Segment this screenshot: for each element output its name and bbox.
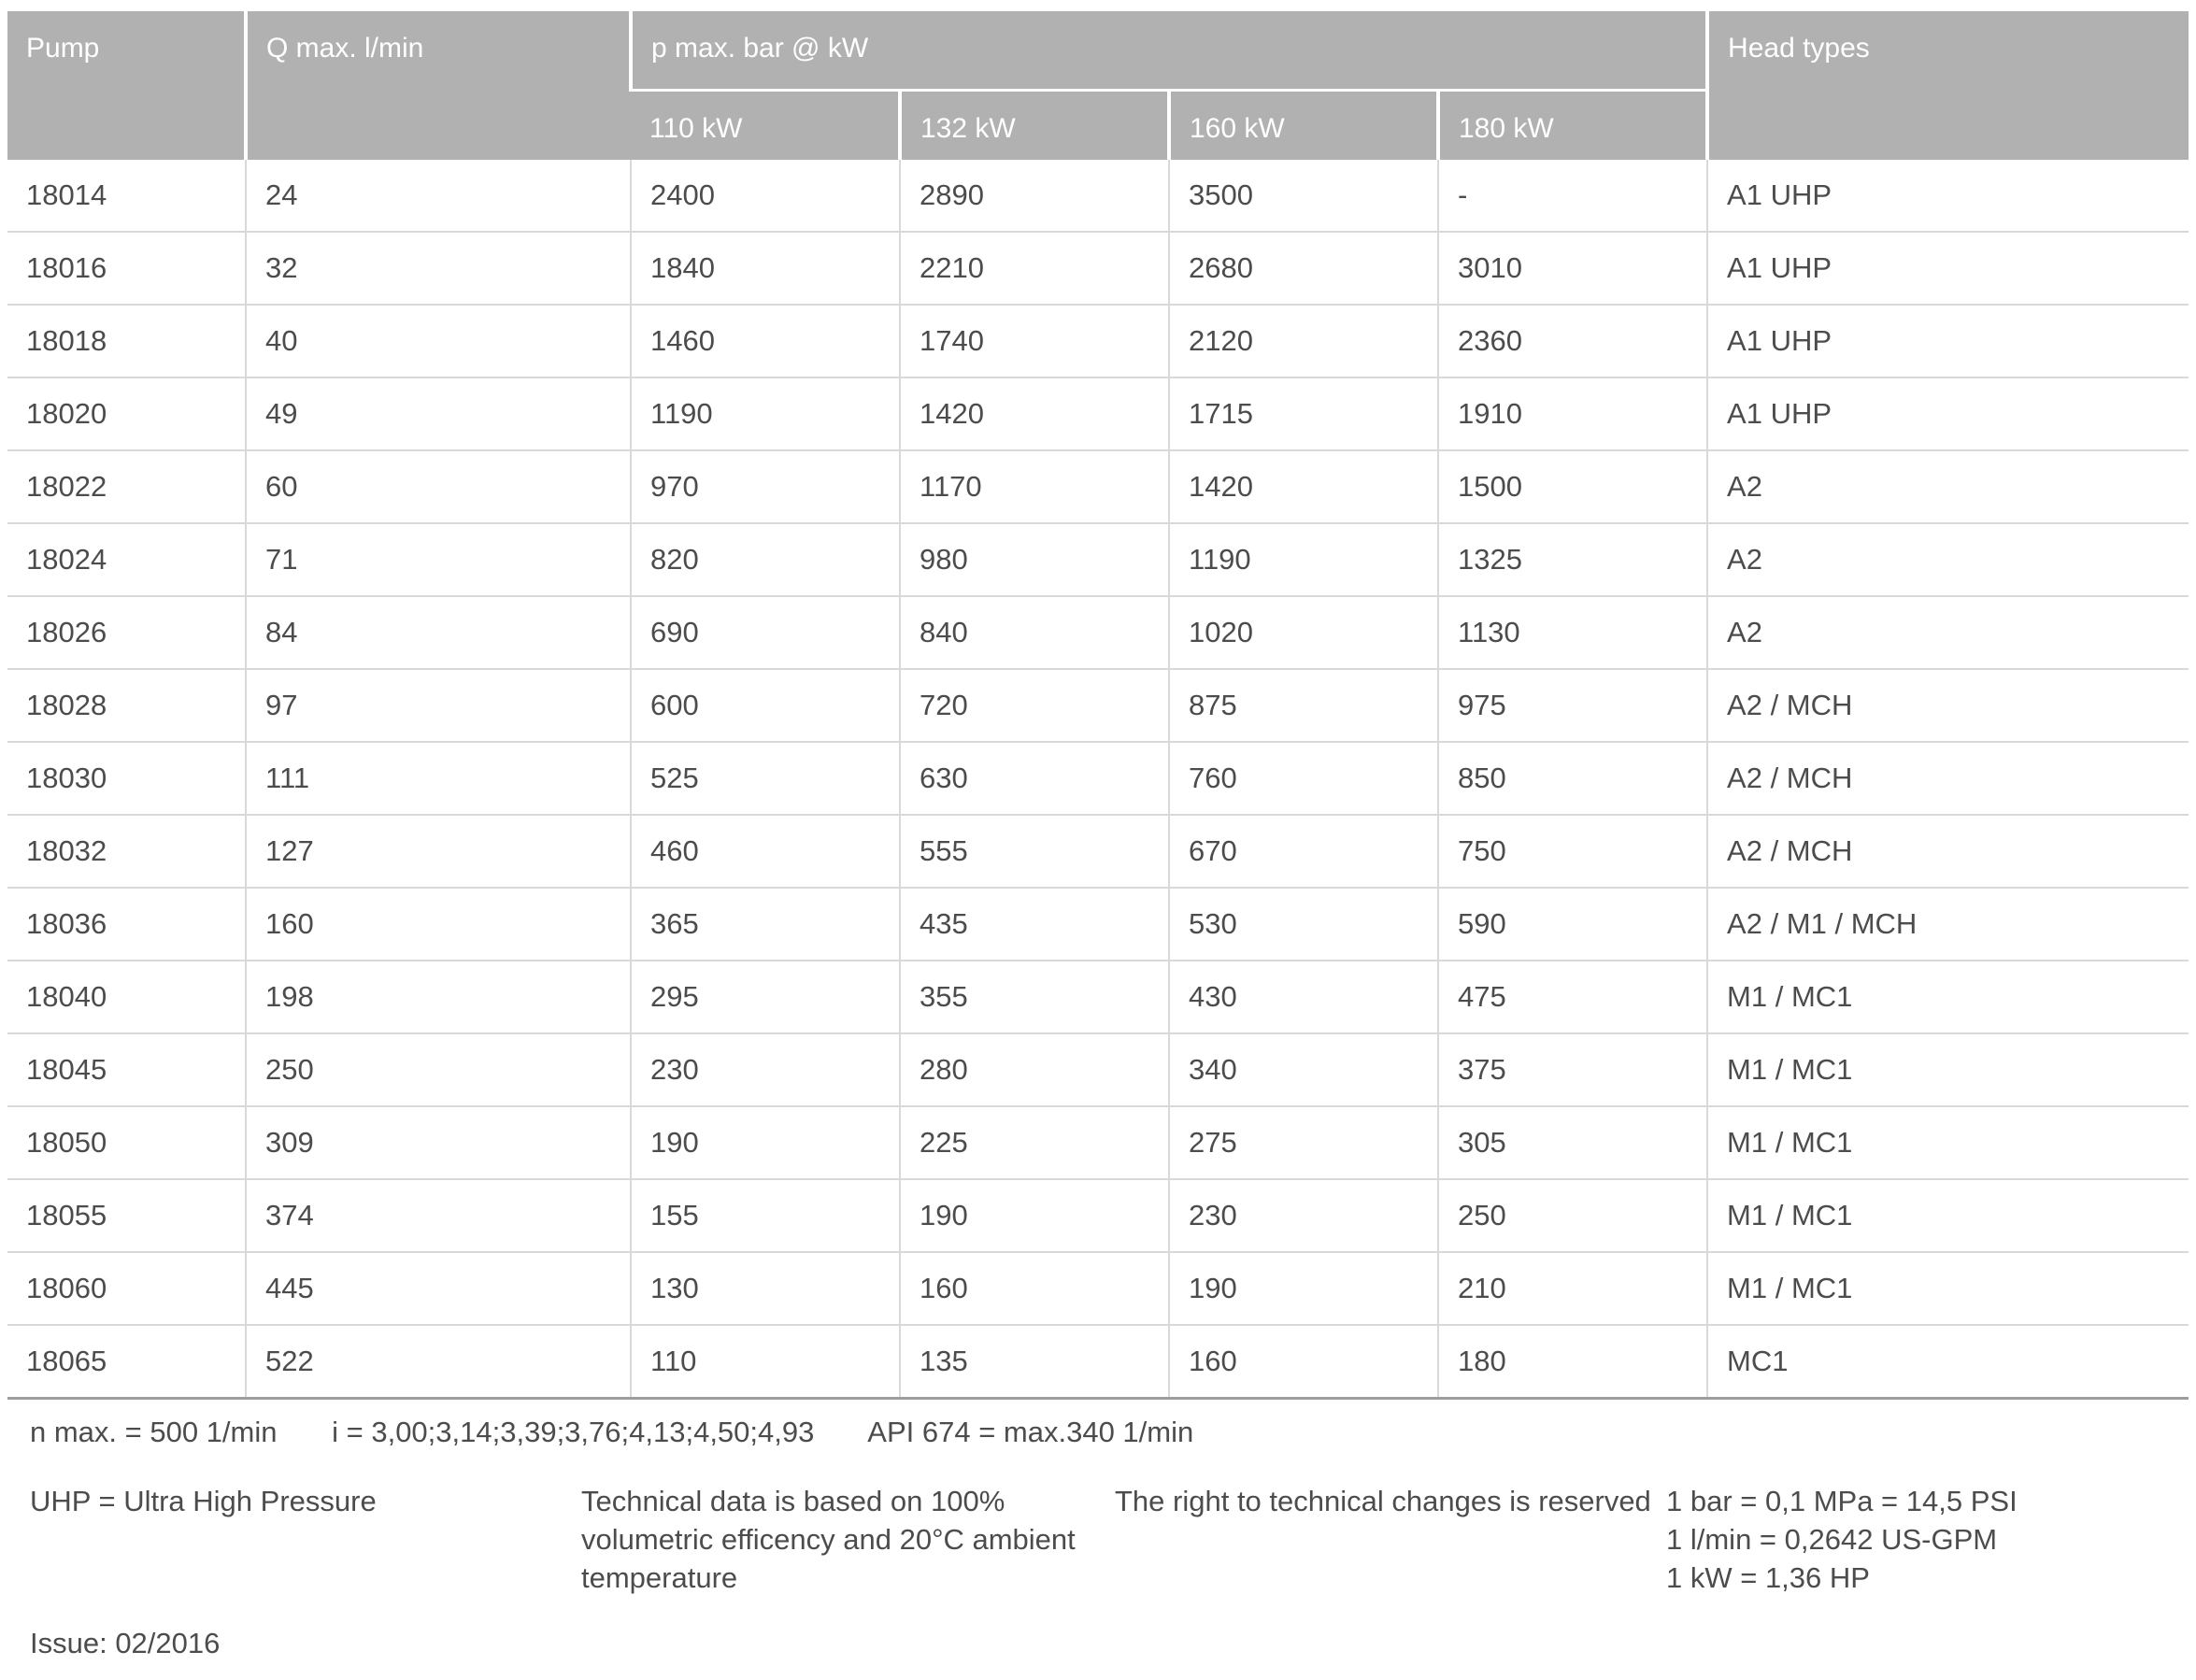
cell-head: A1 UHP bbox=[1707, 305, 2189, 377]
cell-qmax: 97 bbox=[246, 669, 631, 742]
cell-kw180: 1500 bbox=[1438, 450, 1707, 523]
table-row bbox=[7, 742, 2189, 815]
cell-kw132: 1740 bbox=[900, 305, 1169, 377]
note-technical bbox=[581, 1482, 1115, 1597]
cell-kw160: 1020 bbox=[1169, 596, 1438, 669]
table-row bbox=[7, 450, 2189, 523]
cell-qmax: 522 bbox=[246, 1325, 631, 1399]
cell-kw160: 875 bbox=[1169, 669, 1438, 742]
cell-kw180: 590 bbox=[1438, 888, 1707, 961]
cell-kw160: 670 bbox=[1169, 815, 1438, 888]
cell-pump: 18060 bbox=[7, 1252, 246, 1325]
cell-pump: 18018 bbox=[7, 305, 246, 377]
cell-pump: 18014 bbox=[7, 160, 246, 232]
conversion-line: 1 l/min = 0,2642 US-GPM bbox=[1666, 1523, 1998, 1556]
cell-head: A2 bbox=[1707, 596, 2189, 669]
cell-pump: 18045 bbox=[7, 1033, 246, 1106]
cell-kw160: 340 bbox=[1169, 1033, 1438, 1106]
cell-kw110: 2400 bbox=[631, 160, 900, 232]
cell-kw160: 3500 bbox=[1169, 160, 1438, 232]
cell-kw160: 1420 bbox=[1169, 450, 1438, 523]
cell-kw110: 1840 bbox=[631, 232, 900, 305]
cell-kw160: 2120 bbox=[1169, 305, 1438, 377]
cell-pump: 18022 bbox=[7, 450, 246, 523]
column-header-qmax: Q max. l/min bbox=[246, 11, 631, 160]
cell-qmax: 84 bbox=[246, 596, 631, 669]
cell-kw110: 460 bbox=[631, 815, 900, 888]
note-rights: The right to technical changes is reserved bbox=[1115, 1485, 1651, 1517]
cell-pump: 18028 bbox=[7, 669, 246, 742]
note-n-max: n max. = 500 1/min bbox=[30, 1416, 278, 1448]
cell-qmax: 374 bbox=[246, 1179, 631, 1252]
cell-head: A2 bbox=[1707, 523, 2189, 596]
cell-qmax: 127 bbox=[246, 815, 631, 888]
cell-pump: 18032 bbox=[7, 815, 246, 888]
cell-kw132: 1420 bbox=[900, 377, 1169, 450]
column-header-160kw: 160 kW bbox=[1169, 90, 1438, 160]
table-body bbox=[7, 160, 2189, 1399]
cell-kw132: 355 bbox=[900, 961, 1169, 1033]
table-row bbox=[7, 815, 2189, 888]
cell-kw132: 555 bbox=[900, 815, 1169, 888]
note-technical-line: Technical data is based on 100% bbox=[581, 1485, 1005, 1517]
cell-head: A2 / M1 / MCH bbox=[1707, 888, 2189, 961]
cell-kw180: 250 bbox=[1438, 1179, 1707, 1252]
cell-kw180: 1910 bbox=[1438, 377, 1707, 450]
table-row bbox=[7, 961, 2189, 1033]
cell-pump: 18024 bbox=[7, 523, 246, 596]
cell-qmax: 24 bbox=[246, 160, 631, 232]
cell-kw110: 365 bbox=[631, 888, 900, 961]
cell-pump: 18065 bbox=[7, 1325, 246, 1399]
cell-qmax: 111 bbox=[246, 742, 631, 815]
cell-kw110: 600 bbox=[631, 669, 900, 742]
cell-kw160: 530 bbox=[1169, 888, 1438, 961]
cell-qmax: 32 bbox=[246, 232, 631, 305]
cell-kw132: 980 bbox=[900, 523, 1169, 596]
cell-kw110: 230 bbox=[631, 1033, 900, 1106]
cell-qmax: 198 bbox=[246, 961, 631, 1033]
cell-qmax: 71 bbox=[246, 523, 631, 596]
cell-kw132: 1170 bbox=[900, 450, 1169, 523]
cell-kw132: 840 bbox=[900, 596, 1169, 669]
cell-pump: 18036 bbox=[7, 888, 246, 961]
cell-pump: 18026 bbox=[7, 596, 246, 669]
cell-head: M1 / MC1 bbox=[1707, 1179, 2189, 1252]
cell-head: M1 / MC1 bbox=[1707, 1033, 2189, 1106]
cell-kw160: 1190 bbox=[1169, 523, 1438, 596]
cell-kw180: 210 bbox=[1438, 1252, 1707, 1325]
cell-pump: 18055 bbox=[7, 1179, 246, 1252]
table-row bbox=[7, 1179, 2189, 1252]
pump-spec-table bbox=[7, 11, 2189, 1400]
cell-kw180: 375 bbox=[1438, 1033, 1707, 1106]
table-row bbox=[7, 596, 2189, 669]
cell-kw132: 630 bbox=[900, 742, 1169, 815]
cell-kw110: 1190 bbox=[631, 377, 900, 450]
table-row bbox=[7, 888, 2189, 961]
cell-kw132: 435 bbox=[900, 888, 1169, 961]
table-row bbox=[7, 669, 2189, 742]
cell-kw132: 225 bbox=[900, 1106, 1169, 1179]
cell-head: A1 UHP bbox=[1707, 232, 2189, 305]
table-row bbox=[7, 1325, 2189, 1399]
cell-kw180: 850 bbox=[1438, 742, 1707, 815]
cell-kw110: 525 bbox=[631, 742, 900, 815]
cell-kw110: 970 bbox=[631, 450, 900, 523]
cell-kw110: 130 bbox=[631, 1252, 900, 1325]
header-row-1 bbox=[7, 11, 2189, 90]
cell-head: A1 UHP bbox=[1707, 377, 2189, 450]
column-header-180kw: 180 kW bbox=[1438, 90, 1707, 160]
table-row bbox=[7, 1252, 2189, 1325]
cell-head: MC1 bbox=[1707, 1325, 2189, 1399]
cell-pump: 18040 bbox=[7, 961, 246, 1033]
cell-kw160: 230 bbox=[1169, 1179, 1438, 1252]
cell-kw160: 275 bbox=[1169, 1106, 1438, 1179]
cell-qmax: 309 bbox=[246, 1106, 631, 1179]
cell-qmax: 160 bbox=[246, 888, 631, 961]
note-technical-line: volumetric efficency and 20°C ambient bbox=[581, 1523, 1076, 1556]
cell-head: A2 bbox=[1707, 450, 2189, 523]
cell-kw110: 295 bbox=[631, 961, 900, 1033]
cell-qmax: 60 bbox=[246, 450, 631, 523]
table-header bbox=[7, 11, 2189, 160]
table-row bbox=[7, 1033, 2189, 1106]
cell-kw132: 160 bbox=[900, 1252, 1169, 1325]
cell-kw180: 1130 bbox=[1438, 596, 1707, 669]
cell-qmax: 49 bbox=[246, 377, 631, 450]
cell-kw110: 820 bbox=[631, 523, 900, 596]
cell-head: M1 / MC1 bbox=[1707, 1106, 2189, 1179]
table-row bbox=[7, 1106, 2189, 1179]
column-header-110kw: 110 kW bbox=[631, 90, 900, 160]
cell-qmax: 445 bbox=[246, 1252, 631, 1325]
cell-head: A1 UHP bbox=[1707, 160, 2189, 232]
cell-kw132: 135 bbox=[900, 1325, 1169, 1399]
spec-note-line bbox=[30, 1415, 2181, 1450]
cell-qmax: 40 bbox=[246, 305, 631, 377]
table-row bbox=[7, 523, 2189, 596]
cell-pump: 18016 bbox=[7, 232, 246, 305]
cell-kw132: 190 bbox=[900, 1179, 1169, 1252]
cell-kw180: 2360 bbox=[1438, 305, 1707, 377]
footer bbox=[30, 1415, 2181, 1661]
table-row bbox=[7, 232, 2189, 305]
note-conversions bbox=[1666, 1482, 2181, 1597]
cell-head: A2 / MCH bbox=[1707, 669, 2189, 742]
cell-kw110: 1460 bbox=[631, 305, 900, 377]
cell-kw160: 1715 bbox=[1169, 377, 1438, 450]
table-row bbox=[7, 305, 2189, 377]
cell-kw160: 190 bbox=[1169, 1252, 1438, 1325]
cell-kw180: 975 bbox=[1438, 669, 1707, 742]
conversion-line: 1 kW = 1,36 HP bbox=[1666, 1561, 1870, 1594]
note-technical-line: temperature bbox=[581, 1561, 738, 1594]
cell-kw160: 2680 bbox=[1169, 232, 1438, 305]
cell-kw110: 690 bbox=[631, 596, 900, 669]
cell-kw132: 2890 bbox=[900, 160, 1169, 232]
note-uhp: UHP = Ultra High Pressure bbox=[30, 1485, 377, 1517]
cell-head: M1 / MC1 bbox=[1707, 961, 2189, 1033]
cell-qmax: 250 bbox=[246, 1033, 631, 1106]
column-header-head-types: Head types bbox=[1707, 11, 2189, 160]
cell-kw180: 3010 bbox=[1438, 232, 1707, 305]
cell-kw180: 1325 bbox=[1438, 523, 1707, 596]
cell-kw180: - bbox=[1438, 160, 1707, 232]
note-api: API 674 = max.340 1/min bbox=[867, 1416, 1194, 1448]
cell-kw110: 190 bbox=[631, 1106, 900, 1179]
column-header-132kw: 132 kW bbox=[900, 90, 1169, 160]
table-row bbox=[7, 160, 2189, 232]
note-ratio: i = 3,00;3,14;3,39;3,76;4,13;4,50;4,93 bbox=[332, 1416, 815, 1448]
cell-kw160: 760 bbox=[1169, 742, 1438, 815]
cell-kw110: 155 bbox=[631, 1179, 900, 1252]
column-header-pump: Pump bbox=[7, 11, 246, 160]
table-row bbox=[7, 377, 2189, 450]
column-header-pmax-group: p max. bar @ kW bbox=[631, 11, 1707, 90]
cell-pump: 18020 bbox=[7, 377, 246, 450]
cell-head: A2 / MCH bbox=[1707, 742, 2189, 815]
cell-kw160: 430 bbox=[1169, 961, 1438, 1033]
cell-kw180: 180 bbox=[1438, 1325, 1707, 1399]
cell-kw180: 475 bbox=[1438, 961, 1707, 1033]
issue-label: Issue: 02/2016 bbox=[30, 1627, 221, 1659]
footnotes bbox=[30, 1482, 2181, 1597]
cell-pump: 18050 bbox=[7, 1106, 246, 1179]
cell-kw132: 280 bbox=[900, 1033, 1169, 1106]
cell-head: M1 / MC1 bbox=[1707, 1252, 2189, 1325]
cell-kw180: 305 bbox=[1438, 1106, 1707, 1179]
cell-kw132: 720 bbox=[900, 669, 1169, 742]
cell-kw110: 110 bbox=[631, 1325, 900, 1399]
cell-kw132: 2210 bbox=[900, 232, 1169, 305]
cell-pump: 18030 bbox=[7, 742, 246, 815]
conversion-line: 1 bar = 0,1 MPa = 14,5 PSI bbox=[1666, 1485, 2018, 1517]
cell-kw180: 750 bbox=[1438, 815, 1707, 888]
cell-head: A2 / MCH bbox=[1707, 815, 2189, 888]
cell-kw160: 160 bbox=[1169, 1325, 1438, 1399]
